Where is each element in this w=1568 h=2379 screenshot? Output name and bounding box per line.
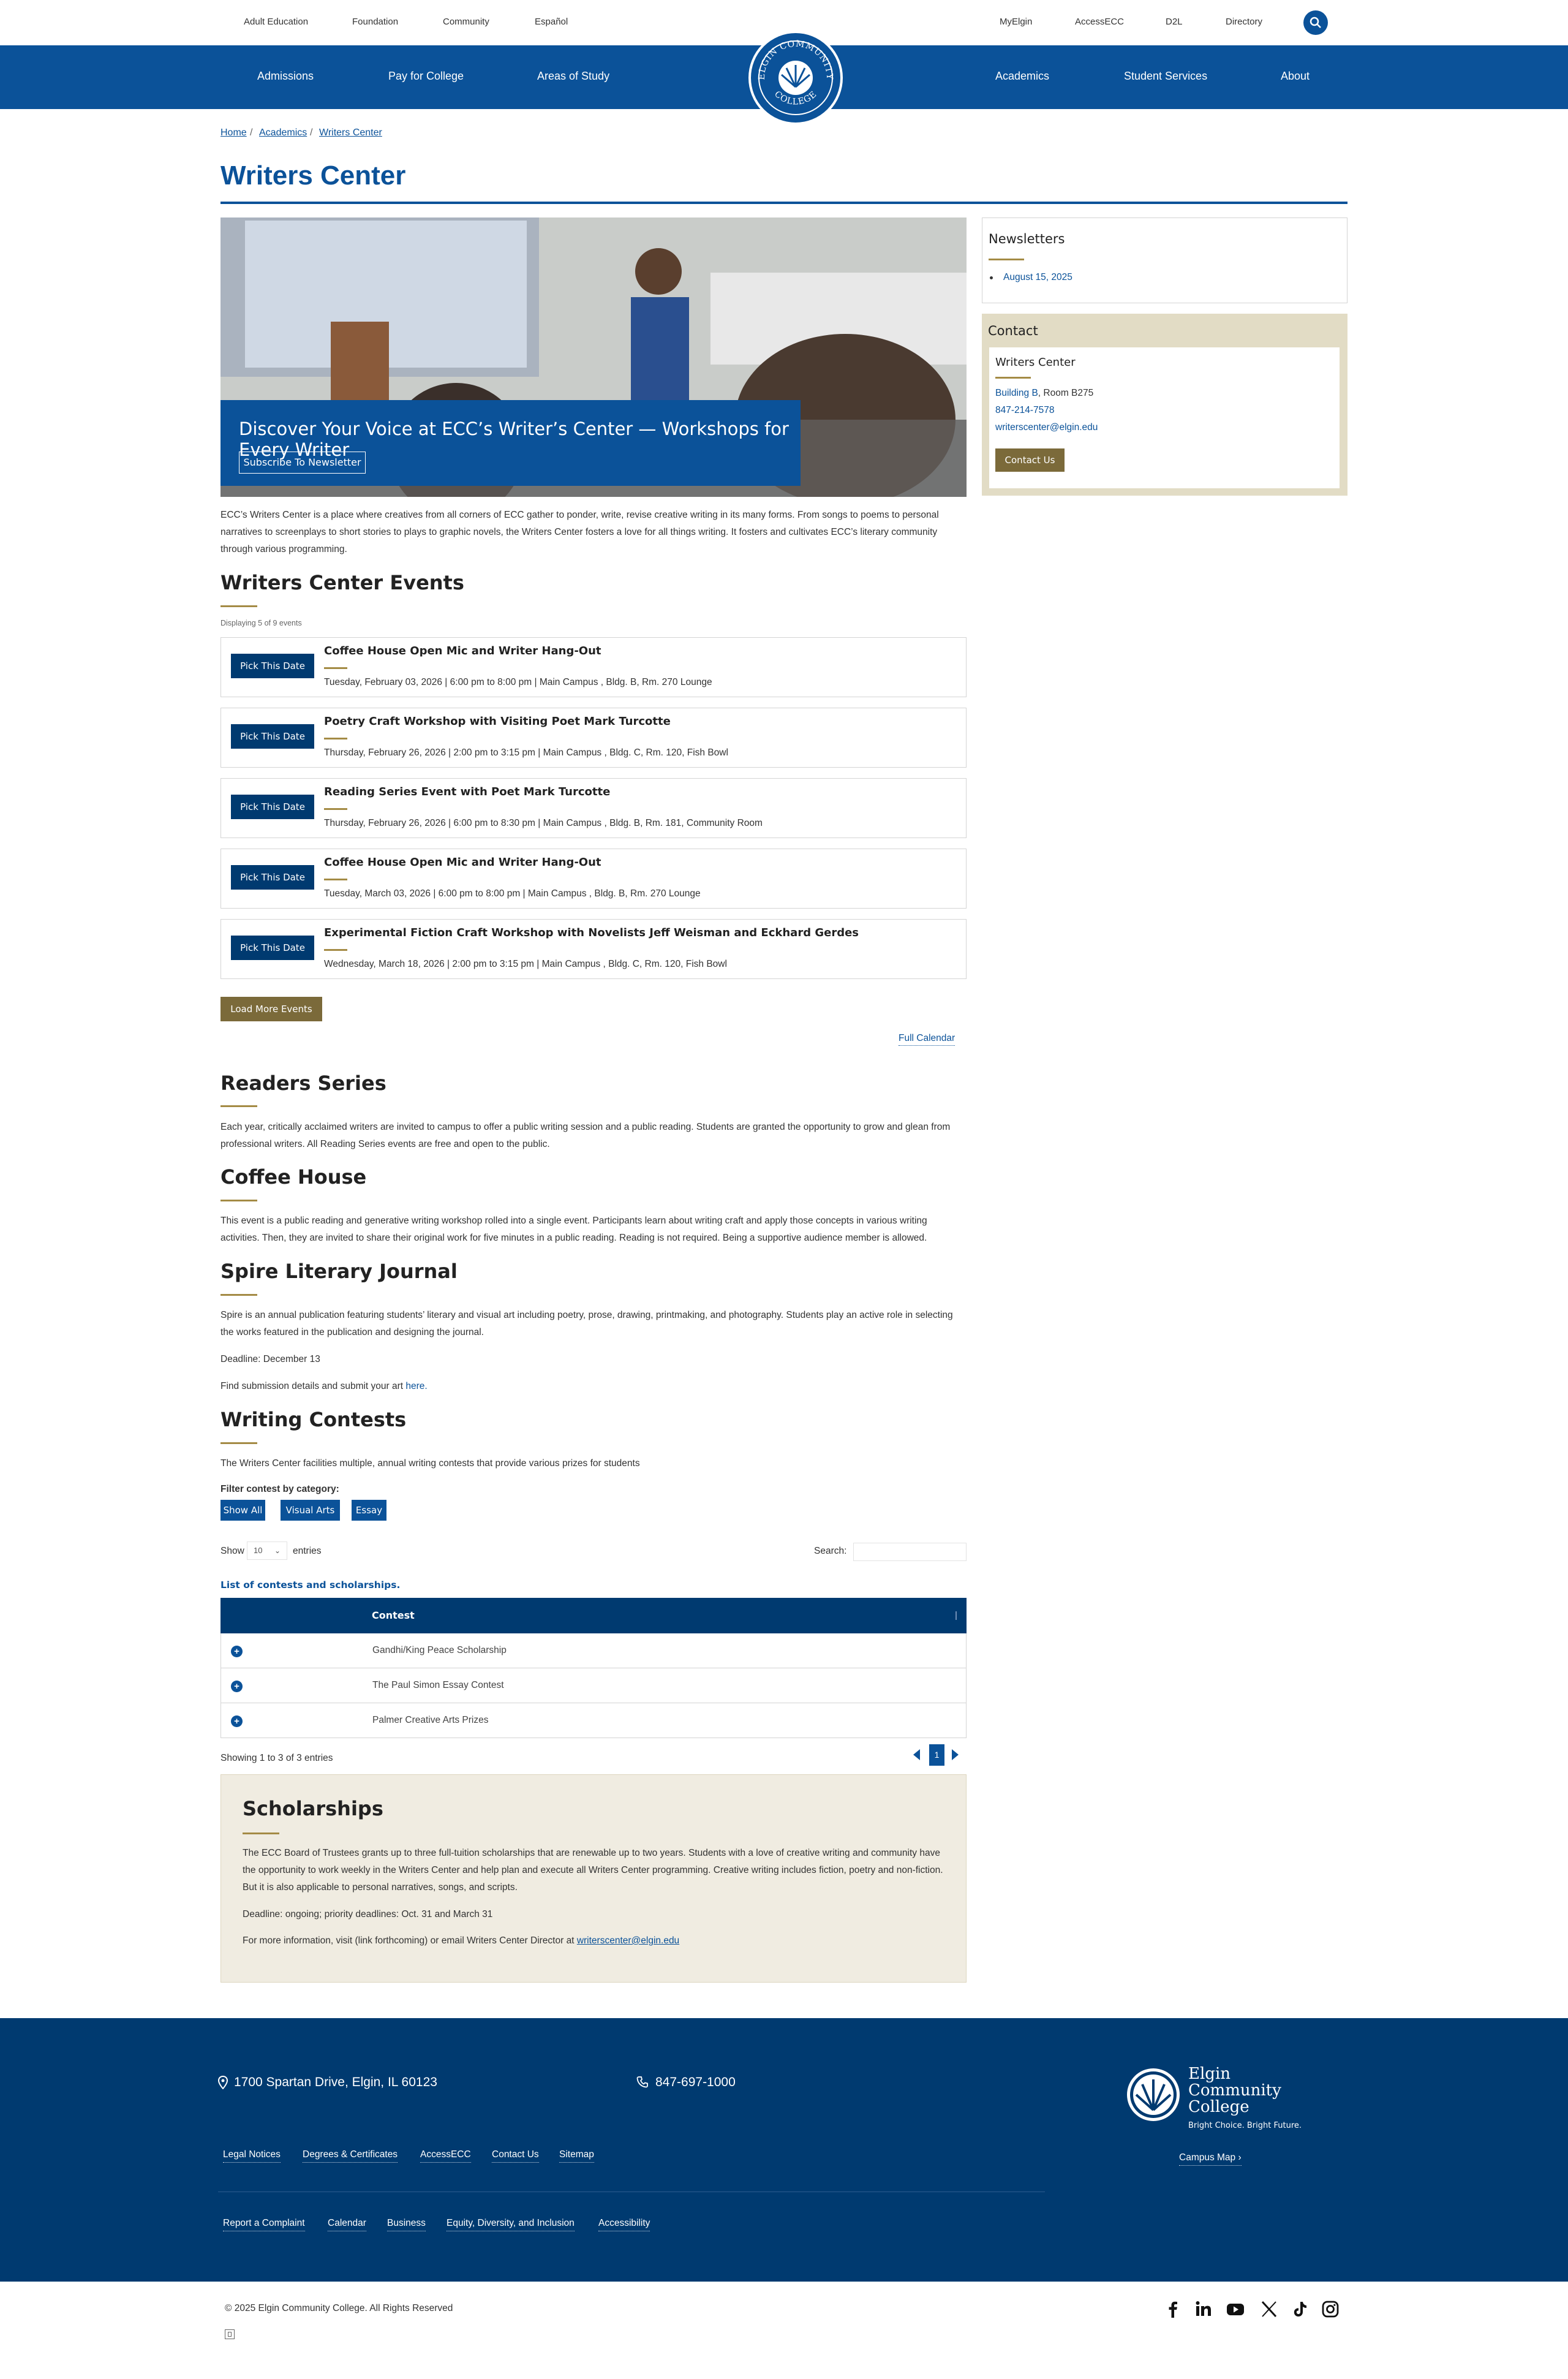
footer-phone[interactable]: 847-697-1000 [655,2075,736,2089]
spire-heading: Spire Literary Journal [221,1260,458,1283]
page-title: Writers Center [221,161,406,191]
footer-link-accessibility[interactable]: Accessibility [598,2218,650,2231]
table-search-input[interactable] [853,1543,967,1561]
search-label: Search: [814,1546,847,1556]
filter-visual-arts-button[interactable]: Visual Arts [281,1500,340,1521]
event-meta: Tuesday, March 03, 2026 | 6:00 pm to 8:00 pm | Main Campus , Bldg. B, Rm. 270 Lounge [324,888,701,899]
contact-rule [995,377,1031,379]
util-link-foundation[interactable]: Foundation [352,17,399,27]
table-info: Showing 1 to 3 of 3 entries [221,1753,333,1763]
svg-text:COLLEGE: COLLEGE [772,89,819,107]
coffee-house-heading: Coffee House [221,1165,367,1189]
spire-submit-link[interactable]: here. [405,1381,428,1391]
event-meta: Thursday, February 26, 2026 | 6:00 pm to 8:30 pm | Main Campus , Bldg. B, Rm. 181, Community Room [324,818,763,828]
spire-text: Spire is an annual publication featuring students’ literary and visual art including poetry, prose, drawing, printmaking, and photography. Students play an active role in selecting the works featured in the publication and designing the journal. [221,1310,953,1337]
footer-link-edi[interactable]: Equity, Diversity, and Inclusion [447,2218,575,2231]
spire-submit-line [221,1378,428,1395]
nav-about[interactable]: About [1281,70,1310,82]
spire-rule [221,1294,257,1296]
scholarships-heading: Scholarships [243,1797,383,1820]
event-rule [324,879,347,880]
footer-link-business[interactable]: Business [387,2218,426,2231]
table-cell-contest: The Paul Simon Essay Contest [372,1680,504,1690]
footer-link-legal-notices[interactable]: Legal Notices [223,2149,281,2163]
util-link-myelgin[interactable]: MyElgin [1000,17,1033,27]
sort-icon [956,1611,957,1620]
events-heading: Writers Center Events [221,571,464,594]
filter-label: Filter contest by category: [221,1484,339,1494]
filter-show-all-button[interactable]: Show All [221,1500,265,1521]
intro-text: ECC’s Writers Center is a place where creatives from all corners of ECC gather to ponder, write, revise creative writing in its many forms. From songs to poems to personal narratives to screenplays to short stories to plays to graphic novels, the Writers Center fosters a love for all things writing. It fosters and cultivates ECC’s literary community through various programming. [221,510,939,554]
pick-date-button[interactable]: Pick This Date [231,724,314,749]
scholarships-text: The ECC Board of Trustees grants up to three full-tuition scholarships that are renewable up to two years. Students with a love of creative writing and community have the opportunity to work weekly in the Writers Center and help plan and execute all Writers Center programming. Creative writing includes fiction, poetry and non-fiction. But it is also applicable to personal narratives, songs, and scripts. [243,1848,943,1893]
event-card [221,637,967,697]
bottom-bar [0,2282,1568,2379]
copyright-text: © 2025 Elgin Community College. All Rights Reserved [225,2303,453,2313]
footer-college-name [1188,2066,1281,2116]
footer-college-name-line: Community [1188,2081,1281,2100]
event-title: Reading Series Event with Poet Mark Turcotte [324,785,611,798]
table-row [221,1668,967,1703]
expand-row-icon[interactable]: + [231,1715,243,1727]
util-link-community[interactable]: Community [443,17,489,27]
scholarships-info [243,1932,679,1950]
scholarships-rule [243,1832,279,1834]
table-cell-contest: Gandhi/King Peace Scholarship [372,1645,507,1655]
building-link[interactable]: Building B [995,388,1038,398]
events-count: Displaying 5 of 9 events [221,619,302,627]
writing-contests-rule [221,1442,257,1444]
x-twitter-icon[interactable] [1260,2300,1278,2318]
newsletters-heading: Newsletters [989,232,1065,246]
scholarships-panel [221,1774,967,1983]
footer-link-accessecc[interactable]: AccessECC [420,2149,471,2163]
table-header-row [221,1598,967,1633]
footer-logo-icon [1126,2067,1181,2122]
event-title: Coffee House Open Mic and Writer Hang-Out [324,856,601,869]
column-header-contest[interactable]: Contest [372,1609,415,1621]
spire-deadline: Deadline: December 13 [221,1354,320,1364]
entries-label: entries [293,1546,322,1556]
nav-admissions[interactable]: Admissions [257,70,314,82]
scholarships-deadline: Deadline: ongoing; priority deadlines: Oct. 31 and March 31 [243,1909,493,1919]
nav-pay-for-college[interactable]: Pay for College [388,70,464,82]
next-page-icon[interactable] [952,1749,959,1760]
event-card [221,919,967,979]
footer-tagline: Bright Choice. Bright Future. [1188,2121,1302,2130]
filter-essay-button[interactable]: Essay [352,1500,386,1521]
event-rule [324,667,347,669]
expand-row-icon[interactable]: + [231,1681,243,1692]
event-meta: Wednesday, March 18, 2026 | 2:00 pm to 3:15 pm | Main Campus , Bldg. C, Rm. 120, Fish Bowl [324,959,727,969]
pick-date-button[interactable]: Pick This Date [231,795,314,819]
footer-address: 1700 Spartan Drive, Elgin, IL 60123 [234,2075,437,2089]
breadcrumb-writers-center[interactable]: Writers Center [319,127,382,138]
accessibility-widget-icon[interactable] [225,2329,235,2339]
coffee-house-text: This event is a public reading and generative writing workshop rolled into a single event. Participants learn about writing craft and apply those concepts in various writing activities. Then, they are invited to share their original work for five minutes in a public reading. Reading is not required. Being a supportive audience member is allowed. [221,1216,927,1243]
breadcrumb-academics[interactable]: Academics [259,127,307,138]
util-link-accessecc[interactable]: AccessECC [1075,17,1125,27]
coffee-house-rule [221,1200,257,1201]
hero-caption-box [221,400,801,486]
scholarships-email-link[interactable]: writerscenter@elgin.edu [576,1935,680,1946]
readers-series-text: Each year, critically acclaimed writers are invited to campus to offer a public writing session and a public reading. Students are granted the opportunity to grow and glean from professional writers. All Reading Series events are free and open to the public. [221,1122,951,1149]
event-rule [324,949,347,951]
tiktok-icon[interactable] [1291,2300,1309,2318]
footer-link-sitemap[interactable]: Sitemap [559,2149,594,2163]
util-link-espanol[interactable]: Español [535,17,568,27]
event-title: Coffee House Open Mic and Writer Hang-Out [324,645,601,657]
breadcrumb-home[interactable]: Home [221,127,247,138]
contact-name: Writers Center [995,356,1076,369]
logo-emblem-icon [751,33,840,123]
load-more-events-button[interactable]: Load More Events [221,997,322,1021]
table-row [221,1703,967,1738]
util-link-adult-education[interactable]: Adult Education [244,17,309,27]
scholarships-info-text: For more information, visit (link forthcoming) or email Writers Center Director at [243,1935,575,1946]
footer-link-report-complaint[interactable]: Report a Complaint [223,2218,305,2231]
campus-map-link[interactable] [1179,2152,1242,2166]
event-rule [324,808,347,810]
entries-select-value: 10 [254,1546,263,1555]
contact-heading: Contact [988,323,1038,338]
breadcrumb-separator: / [250,127,253,138]
nav-areas-of-study[interactable]: Areas of Study [537,70,610,82]
event-meta: Thursday, February 26, 2026 | 2:00 pm to 3:15 pm | Main Campus , Bldg. C, Rm. 120, Fish Bowl [324,747,728,758]
table-caption: List of contests and scholarships. [221,1579,401,1590]
map-pin-icon [218,2076,228,2089]
footer-link-contact-us[interactable]: Contact Us [492,2149,539,2163]
show-label: Show [221,1546,244,1556]
newsletters-panel [982,217,1348,303]
table-row [221,1633,967,1668]
nav-academics[interactable]: Academics [995,70,1050,82]
event-title: Poetry Craft Workshop with Visiting Poet Mark Turcotte [324,715,671,728]
chevron-right-icon: › [1238,2152,1242,2163]
table-cell-contest: Palmer Creative Arts Prizes [372,1715,489,1725]
event-rule [324,738,347,739]
contact-us-button[interactable]: Contact Us [995,448,1065,472]
events-rule [221,605,257,607]
event-title: Experimental Fiction Craft Workshop with Novelists Jeff Weisman and Eckhard Gerdes [324,926,859,939]
readers-series-rule [221,1105,257,1107]
subscribe-newsletter-button[interactable]: Subscribe To Newsletter [239,452,366,474]
event-card [221,849,967,909]
spire-submit-text: Find submission details and submit your art [221,1381,404,1391]
contests-text: The Writers Center facilities multiple, annual writing contests that provide various prizes for students [221,1458,640,1469]
footer-link-calendar[interactable]: Calendar [328,2218,366,2231]
util-link-directory[interactable]: Directory [1226,17,1263,27]
event-card [221,778,967,838]
hero-heading: Discover Your Voice at ECC’s Writer’s Center — Workshops for Every Writer [239,418,789,460]
full-calendar-link[interactable]: Full Calendar [899,1033,955,1046]
newsletter-link[interactable]: August 15, 2025 [1003,272,1072,282]
contact-location [995,388,1093,399]
search-icon [1310,17,1322,29]
writing-contests-heading: Writing Contests [221,1408,407,1431]
svg-text:ELGIN COMMUNITY: ELGIN COMMUNITY [756,39,835,80]
footer-link-degrees[interactable]: Degrees & Certificates [303,2149,398,2163]
event-card [221,708,967,768]
pick-date-button[interactable]: Pick This Date [231,865,314,890]
pick-date-button[interactable]: Pick This Date [231,936,314,960]
event-meta: Tuesday, February 03, 2026 | 6:00 pm to 8:00 pm | Main Campus , Bldg. B, Rm. 270 Lounge [324,677,712,687]
footer-college-name-line: College [1188,2098,1250,2116]
instagram-icon[interactable] [1321,2300,1340,2318]
util-link-d2l[interactable]: D2L [1166,17,1183,27]
contact-panel [982,314,1348,496]
phone-icon [636,2076,649,2088]
room-text: , Room B275 [1038,388,1094,398]
youtube-icon[interactable] [1226,2300,1245,2318]
facebook-icon[interactable] [1164,2300,1182,2318]
contact-card [989,347,1340,488]
contact-email-link[interactable]: writerscenter@elgin.edu [995,422,1098,433]
search-button[interactable] [1303,10,1328,35]
college-logo[interactable] [748,31,843,125]
newsletters-rule [989,259,1024,260]
entries-select[interactable] [247,1541,287,1560]
expand-row-icon[interactable]: + [231,1646,243,1657]
previous-page-icon[interactable] [913,1749,920,1760]
accessibility-widget-glyph [228,2332,232,2337]
hero-banner [221,217,967,497]
pick-date-button[interactable]: Pick This Date [231,654,314,678]
nav-student-services[interactable]: Student Services [1124,70,1208,82]
contact-phone-link[interactable]: 847-214-7578 [995,405,1055,415]
breadcrumb-separator: / [310,127,313,138]
footer-college-name-line: Elgin [1188,2065,1231,2083]
page-button-1[interactable]: 1 [929,1744,944,1766]
readers-series-heading: Readers Series [221,1072,386,1095]
chevron-down-icon: ⌄ [274,1546,281,1555]
site-footer [0,2018,1568,2282]
bullet-icon [990,276,993,279]
linkedin-icon[interactable] [1194,2300,1213,2318]
campus-map-label: Campus Map [1179,2152,1236,2163]
title-divider [221,202,1348,204]
